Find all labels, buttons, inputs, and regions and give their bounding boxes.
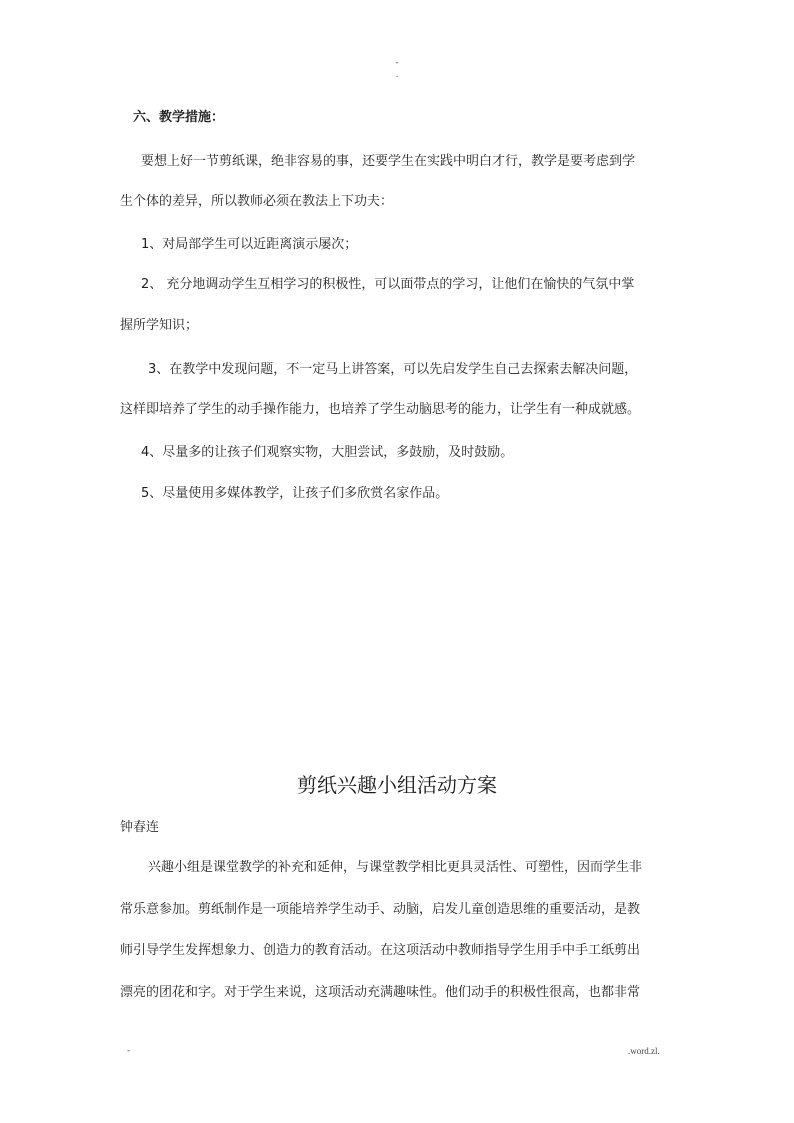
header-mark-top: -: [395, 58, 399, 68]
list-item-5: 5、尽量使用多媒体教学，让孩子们多欣赏名家作品。: [141, 486, 449, 501]
section-heading: 六、教学措施：: [133, 110, 225, 125]
list-item-2-line-2: 握所学知识；: [120, 318, 199, 333]
list-item-2-line-1: 2、 充分地调动学生互相学习的积极性，可以面带点的学习，让他们在愉快的气氛中掌: [141, 277, 635, 292]
author-name: 钟春连: [120, 820, 160, 835]
intro-line-2: 生个体的差异，所以教师必须在教法上下功夫：: [120, 194, 394, 209]
paragraph-line-1: 兴趣小组是课堂教学的补充和延伸，与课堂教学相比更具灵活性、可塑性，因而学生非: [148, 860, 643, 875]
list-item-4: 4、尽量多的让孩子们观察实物，大胆尝试，多鼓励，及时鼓励。: [141, 445, 514, 460]
header-mark-bottom: .: [395, 70, 399, 80]
footer-left-mark: -: [127, 1046, 131, 1056]
list-item-1: 1、对局部学生可以近距离演示屡次；: [141, 237, 358, 252]
footer-right-mark: .word.zl.: [628, 1046, 660, 1056]
list-item-3-line-2: 这样即培养了学生的动手操作能力，也培养了学生动脑思考的能力，让学生有一种成就感。: [120, 402, 641, 417]
list-item-3-line-1: 3、在教学中发现问题，不一定马上讲答案，可以先启发学生自己去探索去解决问题，: [148, 362, 638, 377]
intro-line-1: 要想上好一节剪纸课，绝非容易的事，还要学生在实践中明白才行，教学是要考虑到学: [141, 154, 636, 169]
paragraph-line-2: 常乐意参加。剪纸制作是一项能培养学生动手、动脑，启发儿童创造思维的重要活动，是教: [120, 902, 641, 917]
paragraph-line-4: 漂亮的团花和字。对于学生来说，这项活动充满趣味性。他们动手的积极性很高，也都非常: [120, 985, 641, 1000]
paragraph-line-3: 师引导学生发挥想象力、创造力的教育活动。在这项活动中教师指导学生用手中手工纸剪出: [120, 943, 641, 958]
document-title: 剪纸兴趣小组活动方案: [297, 773, 497, 797]
